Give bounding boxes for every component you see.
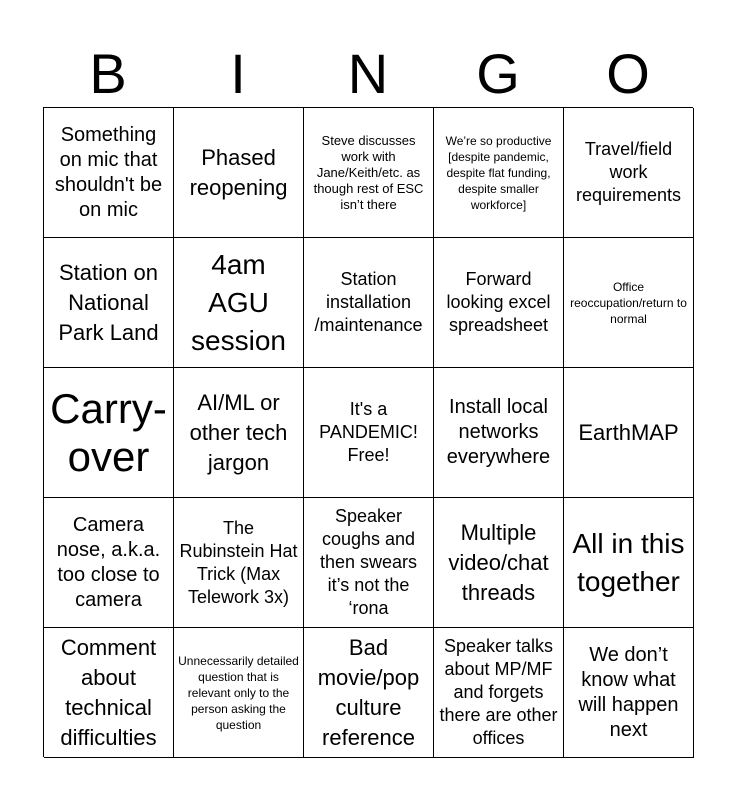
cell-text: AI/ML or other tech jargon — [189, 389, 288, 475]
header-letter-n: N — [347, 42, 389, 105]
cell-text: Install local networks everywhere — [446, 396, 551, 468]
cell-text: EarthMAP — [578, 419, 679, 445]
cell-text: Station installation /maintenance — [314, 269, 423, 335]
cell-text: Speaker coughs and then swears it’s not the ‘rona — [319, 506, 418, 618]
header-letter-o: O — [606, 42, 650, 105]
cell-text: Travel/field work requirements — [575, 139, 682, 205]
bingo-cell[interactable] — [434, 628, 564, 758]
cell-text: All in this together — [572, 527, 685, 597]
bingo-cell[interactable] — [434, 498, 564, 628]
bingo-cell[interactable] — [564, 368, 694, 498]
header-letter-g: G — [476, 42, 520, 105]
cell-text: Steve discusses work with Jane/Keith/etc. as though rest of ESC isn’t there — [313, 132, 424, 212]
bingo-grid — [43, 107, 693, 757]
bingo-cell[interactable] — [44, 628, 174, 758]
bingo-cell[interactable] — [304, 628, 434, 758]
bingo-cell[interactable] — [564, 108, 694, 238]
cell-text: Something on mic that shouldn't be on mic — [54, 123, 163, 221]
cell-text: Camera nose, a.k.a. too close to camera — [56, 513, 161, 611]
bingo-cell[interactable] — [304, 498, 434, 628]
bingo-cell[interactable] — [174, 238, 304, 368]
bingo-cell[interactable] — [174, 108, 304, 238]
bingo-cell[interactable] — [44, 238, 174, 368]
cell-text: The Rubinstein Hat Trick (Max Telework 3x) — [179, 517, 298, 607]
cell-text: Multiple video/chat threads — [448, 519, 549, 605]
header-letter-b: B — [89, 42, 127, 105]
header-letter-i: I — [230, 42, 246, 105]
bingo-cell[interactable] — [434, 368, 564, 498]
cell-text: 4am AGU session — [191, 248, 286, 356]
cell-text: Station on National Park Land — [58, 259, 159, 345]
cell-text: Carry-over — [50, 384, 167, 480]
bingo-cell[interactable] — [44, 498, 174, 628]
cell-text: Comment about technical difficulties — [60, 634, 157, 750]
bingo-cell[interactable] — [174, 368, 304, 498]
bingo-cell[interactable] — [304, 368, 434, 498]
bingo-cell[interactable] — [304, 238, 434, 368]
bingo-cell[interactable] — [44, 108, 174, 238]
cell-text: Bad movie/pop culture reference — [317, 634, 420, 750]
bingo-cell[interactable] — [434, 108, 564, 238]
cell-text: Phased reopening — [189, 144, 288, 200]
cell-text: We’re so productive [despite pandemic, despite flat funding, despite smaller workforce] — [445, 133, 552, 212]
cell-text: We don’t know what will happen next — [578, 643, 679, 741]
cell-text: Forward looking excel spreadsheet — [446, 269, 551, 335]
bingo-cell[interactable] — [434, 238, 564, 368]
bingo-cell[interactable] — [564, 498, 694, 628]
bingo-header — [43, 42, 693, 106]
cell-text: Unnecessarily detailed question that is relevant only to the person asking the question — [178, 653, 299, 732]
cell-text: Speaker talks about MP/MF and forgets there are other offices — [439, 636, 558, 748]
bingo-cell[interactable] — [174, 628, 304, 758]
bingo-cell[interactable] — [44, 368, 174, 498]
bingo-cell[interactable] — [564, 628, 694, 758]
bingo-cell[interactable] — [174, 498, 304, 628]
cell-text: It's a PANDEMIC! Free! — [319, 399, 418, 465]
bingo-cell[interactable] — [564, 238, 694, 368]
bingo-cell[interactable] — [304, 108, 434, 238]
cell-text: Office reoccupation/return to normal — [570, 279, 687, 326]
